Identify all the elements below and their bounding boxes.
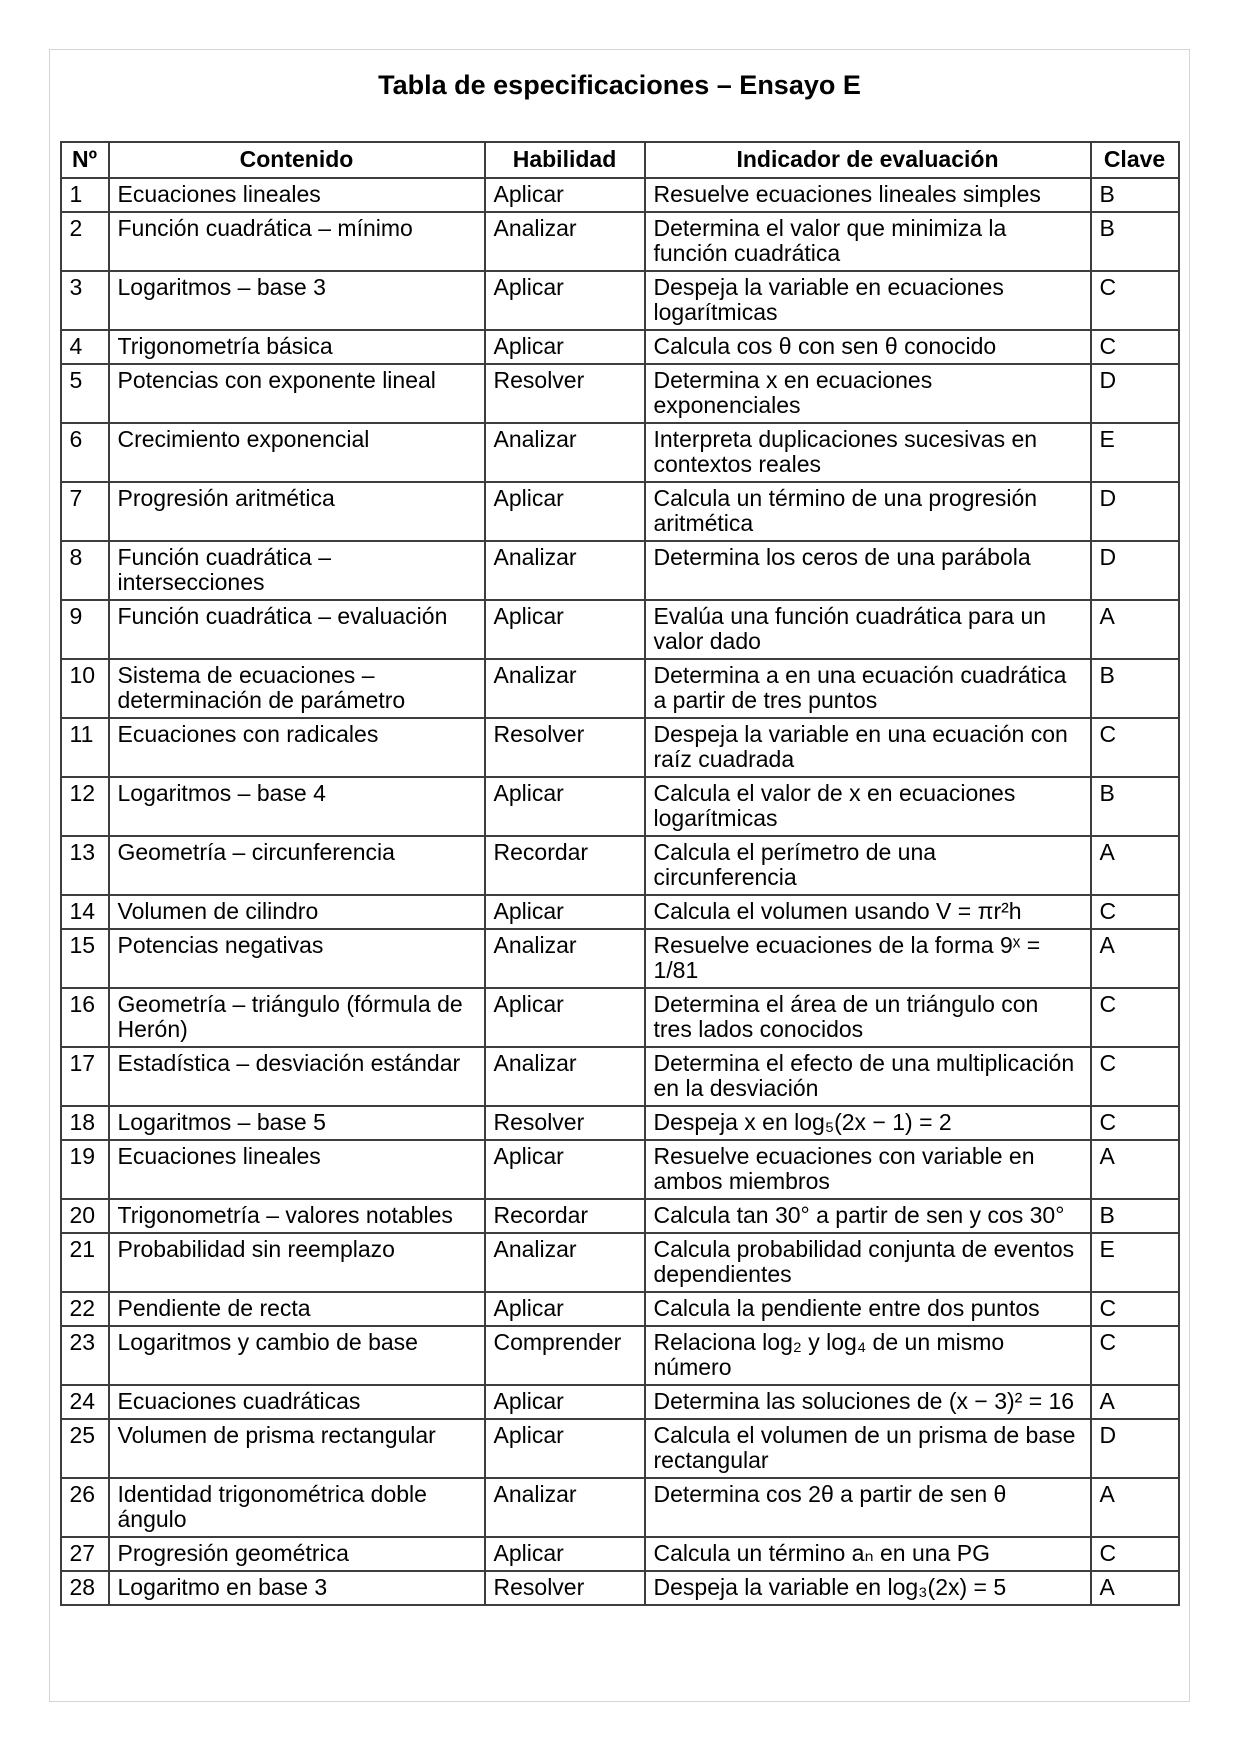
table-row [61,1537,1179,1571]
table-row [61,895,1179,929]
cell-clave: C [1091,330,1179,364]
cell-indicador: Calcula cos θ con sen θ conocido [645,330,1091,364]
cell-habilidad: Analizar [485,1233,645,1292]
cell-indicador: Evalúa una función cuadrática para un valor dado [645,600,1091,659]
cell-contenido: Volumen de cilindro [109,895,485,929]
cell-indicador: Calcula el valor de x en ecuaciones logarítmicas [645,777,1091,836]
cell-habilidad: Aplicar [485,271,645,330]
table-row [61,1047,1179,1106]
cell-n: 4 [61,330,109,364]
cell-habilidad: Analizar [485,423,645,482]
cell-habilidad: Aplicar [485,330,645,364]
cell-n: 18 [61,1106,109,1140]
table-row [61,1385,1179,1419]
document-title: Tabla de especificaciones – Ensayo E [378,70,861,100]
cell-n: 21 [61,1233,109,1292]
cell-contenido: Ecuaciones lineales [109,1140,485,1199]
cell-clave: E [1091,1233,1179,1292]
table-row [61,423,1179,482]
cell-indicador: Determina las soluciones de (x − 3)² = 16 [645,1385,1091,1419]
cell-indicador: Despeja la variable en una ecuación con raíz cuadrada [645,718,1091,777]
cell-n: 13 [61,836,109,895]
cell-contenido: Pendiente de recta [109,1292,485,1326]
cell-clave: E [1091,423,1179,482]
cell-contenido: Geometría – circunferencia [109,836,485,895]
cell-n: 14 [61,895,109,929]
cell-indicador: Determina a en una ecuación cuadrática a partir de tres puntos [645,659,1091,718]
cell-n: 11 [61,718,109,777]
cell-contenido: Geometría – triángulo (fórmula de Herón) [109,988,485,1047]
cell-clave: A [1091,836,1179,895]
cell-habilidad: Analizar [485,1047,645,1106]
cell-indicador: Calcula la pendiente entre dos puntos [645,1292,1091,1326]
cell-habilidad: Aplicar [485,777,645,836]
cell-clave: C [1091,271,1179,330]
cell-clave: A [1091,1385,1179,1419]
cell-clave: A [1091,1478,1179,1537]
cell-contenido: Logaritmos – base 5 [109,1106,485,1140]
cell-indicador: Calcula probabilidad conjunta de eventos dependientes [645,1233,1091,1292]
cell-n: 28 [61,1571,109,1605]
cell-clave: C [1091,1106,1179,1140]
cell-contenido: Función cuadrática – mínimo [109,212,485,271]
cell-habilidad: Resolver [485,718,645,777]
table-row [61,212,1179,271]
cell-contenido: Estadística – desviación estándar [109,1047,485,1106]
header-row [61,142,1179,178]
cell-clave: B [1091,1199,1179,1233]
cell-clave: C [1091,718,1179,777]
cell-clave: B [1091,212,1179,271]
table-row [61,482,1179,541]
cell-contenido: Progresión geométrica [109,1537,485,1571]
cell-n: 9 [61,600,109,659]
cell-contenido: Ecuaciones con radicales [109,718,485,777]
cell-clave: C [1091,1047,1179,1106]
cell-indicador: Despeja la variable en ecuaciones logarítmicas [645,271,1091,330]
cell-contenido: Ecuaciones cuadráticas [109,1385,485,1419]
cell-contenido: Logaritmo en base 3 [109,1571,485,1605]
cell-n: 7 [61,482,109,541]
table-row [61,1326,1179,1385]
cell-n: 12 [61,777,109,836]
cell-habilidad: Aplicar [485,988,645,1047]
cell-contenido: Función cuadrática – evaluación [109,600,485,659]
cell-indicador: Resuelve ecuaciones de la forma 9ˣ = 1/81 [645,929,1091,988]
table-row [61,836,1179,895]
cell-contenido: Progresión aritmética [109,482,485,541]
cell-clave: C [1091,988,1179,1047]
cell-indicador: Determina los ceros de una parábola [645,541,1091,600]
cell-indicador: Determina el valor que minimiza la función cuadrática [645,212,1091,271]
cell-n: 19 [61,1140,109,1199]
cell-clave: B [1091,777,1179,836]
cell-n: 23 [61,1326,109,1385]
cell-clave: D [1091,1419,1179,1478]
cell-contenido: Probabilidad sin reemplazo [109,1233,485,1292]
cell-clave: C [1091,1326,1179,1385]
cell-indicador: Relaciona log₂ y log₄ de un mismo número [645,1326,1091,1385]
cell-clave: B [1091,178,1179,212]
cell-clave: C [1091,895,1179,929]
table-row [61,1199,1179,1233]
cell-contenido: Ecuaciones lineales [109,178,485,212]
cell-n: 8 [61,541,109,600]
cell-habilidad: Aplicar [485,1140,645,1199]
cell-n: 20 [61,1199,109,1233]
cell-contenido: Logaritmos y cambio de base [109,1326,485,1385]
cell-indicador: Despeja la variable en log₃(2x) = 5 [645,1571,1091,1605]
cell-habilidad: Aplicar [485,1537,645,1571]
cell-indicador: Determina el efecto de una multiplicación en la desviación [645,1047,1091,1106]
cell-clave: C [1091,1292,1179,1326]
cell-n: 27 [61,1537,109,1571]
cell-indicador: Calcula el perímetro de una circunferencia [645,836,1091,895]
cell-clave: C [1091,1537,1179,1571]
cell-contenido: Potencias con exponente lineal [109,364,485,423]
cell-indicador: Calcula el volumen usando V = πr²h [645,895,1091,929]
cell-indicador: Interpreta duplicaciones sucesivas en contextos reales [645,423,1091,482]
cell-habilidad: Aplicar [485,600,645,659]
cell-n: 22 [61,1292,109,1326]
cell-habilidad: Aplicar [485,482,645,541]
table-row [61,271,1179,330]
cell-contenido: Crecimiento exponencial [109,423,485,482]
table-row [61,929,1179,988]
table-row [61,718,1179,777]
cell-habilidad: Resolver [485,1571,645,1605]
cell-indicador: Resuelve ecuaciones lineales simples [645,178,1091,212]
cell-contenido: Identidad trigonométrica doble ángulo [109,1478,485,1537]
cell-habilidad: Recordar [485,836,645,895]
cell-indicador: Determina x en ecuaciones exponenciales [645,364,1091,423]
cell-habilidad: Resolver [485,364,645,423]
table-row [61,330,1179,364]
column-header-indicador: Indicador de evaluación [645,142,1091,178]
table-row [61,988,1179,1047]
cell-indicador: Calcula tan 30° a partir de sen y cos 30° [645,1199,1091,1233]
table-body [61,178,1179,1605]
cell-contenido: Logaritmos – base 3 [109,271,485,330]
column-header-contenido: Contenido [109,142,485,178]
table-row [61,600,1179,659]
column-header-n: Nº [61,142,109,178]
cell-contenido: Trigonometría – valores notables [109,1199,485,1233]
cell-habilidad: Analizar [485,1478,645,1537]
cell-clave: A [1091,1571,1179,1605]
table-row [61,1419,1179,1478]
cell-n: 24 [61,1385,109,1419]
column-header-habilidad: Habilidad [485,142,645,178]
cell-habilidad: Recordar [485,1199,645,1233]
cell-contenido: Sistema de ecuaciones – determinación de parámetro [109,659,485,718]
cell-habilidad: Resolver [485,1106,645,1140]
cell-contenido: Potencias negativas [109,929,485,988]
cell-indicador: Calcula el volumen de un prisma de base rectangular [645,1419,1091,1478]
cell-n: 17 [61,1047,109,1106]
cell-habilidad: Analizar [485,929,645,988]
cell-habilidad: Aplicar [485,1419,645,1478]
cell-clave: A [1091,1140,1179,1199]
cell-indicador: Calcula un término aₙ en una PG [645,1537,1091,1571]
cell-n: 2 [61,212,109,271]
table-row [61,1106,1179,1140]
cell-indicador: Determina el área de un triángulo con tres lados conocidos [645,988,1091,1047]
cell-n: 10 [61,659,109,718]
cell-n: 6 [61,423,109,482]
table-row [61,777,1179,836]
cell-contenido: Trigonometría básica [109,330,485,364]
cell-habilidad: Analizar [485,659,645,718]
cell-contenido: Volumen de prisma rectangular [109,1419,485,1478]
cell-clave: D [1091,364,1179,423]
cell-habilidad: Comprender [485,1326,645,1385]
cell-indicador: Determina cos 2θ a partir de sen θ [645,1478,1091,1537]
table-row [61,364,1179,423]
cell-n: 26 [61,1478,109,1537]
cell-habilidad: Aplicar [485,178,645,212]
cell-n: 16 [61,988,109,1047]
cell-clave: D [1091,541,1179,600]
cell-habilidad: Aplicar [485,1385,645,1419]
cell-n: 1 [61,178,109,212]
table-row [61,1233,1179,1292]
cell-clave: B [1091,659,1179,718]
table-row [61,1140,1179,1199]
specifications-table [60,141,1180,1606]
cell-clave: A [1091,929,1179,988]
cell-indicador: Despeja x en log₅(2x − 1) = 2 [645,1106,1091,1140]
cell-habilidad: Analizar [485,212,645,271]
cell-clave: D [1091,482,1179,541]
cell-habilidad: Analizar [485,541,645,600]
column-header-clave: Clave [1091,142,1179,178]
cell-n: 3 [61,271,109,330]
cell-habilidad: Aplicar [485,1292,645,1326]
table-row [61,1571,1179,1605]
cell-n: 15 [61,929,109,988]
table-row [61,659,1179,718]
cell-contenido: Logaritmos – base 4 [109,777,485,836]
table-row [61,1478,1179,1537]
cell-n: 5 [61,364,109,423]
cell-indicador: Resuelve ecuaciones con variable en ambos miembros [645,1140,1091,1199]
page-frame [49,49,1190,1702]
cell-contenido: Función cuadrática – intersecciones [109,541,485,600]
cell-clave: A [1091,600,1179,659]
table-row [61,1292,1179,1326]
cell-n: 25 [61,1419,109,1478]
table-row [61,178,1179,212]
cell-habilidad: Aplicar [485,895,645,929]
cell-indicador: Calcula un término de una progresión aritmética [645,482,1091,541]
table-row [61,541,1179,600]
